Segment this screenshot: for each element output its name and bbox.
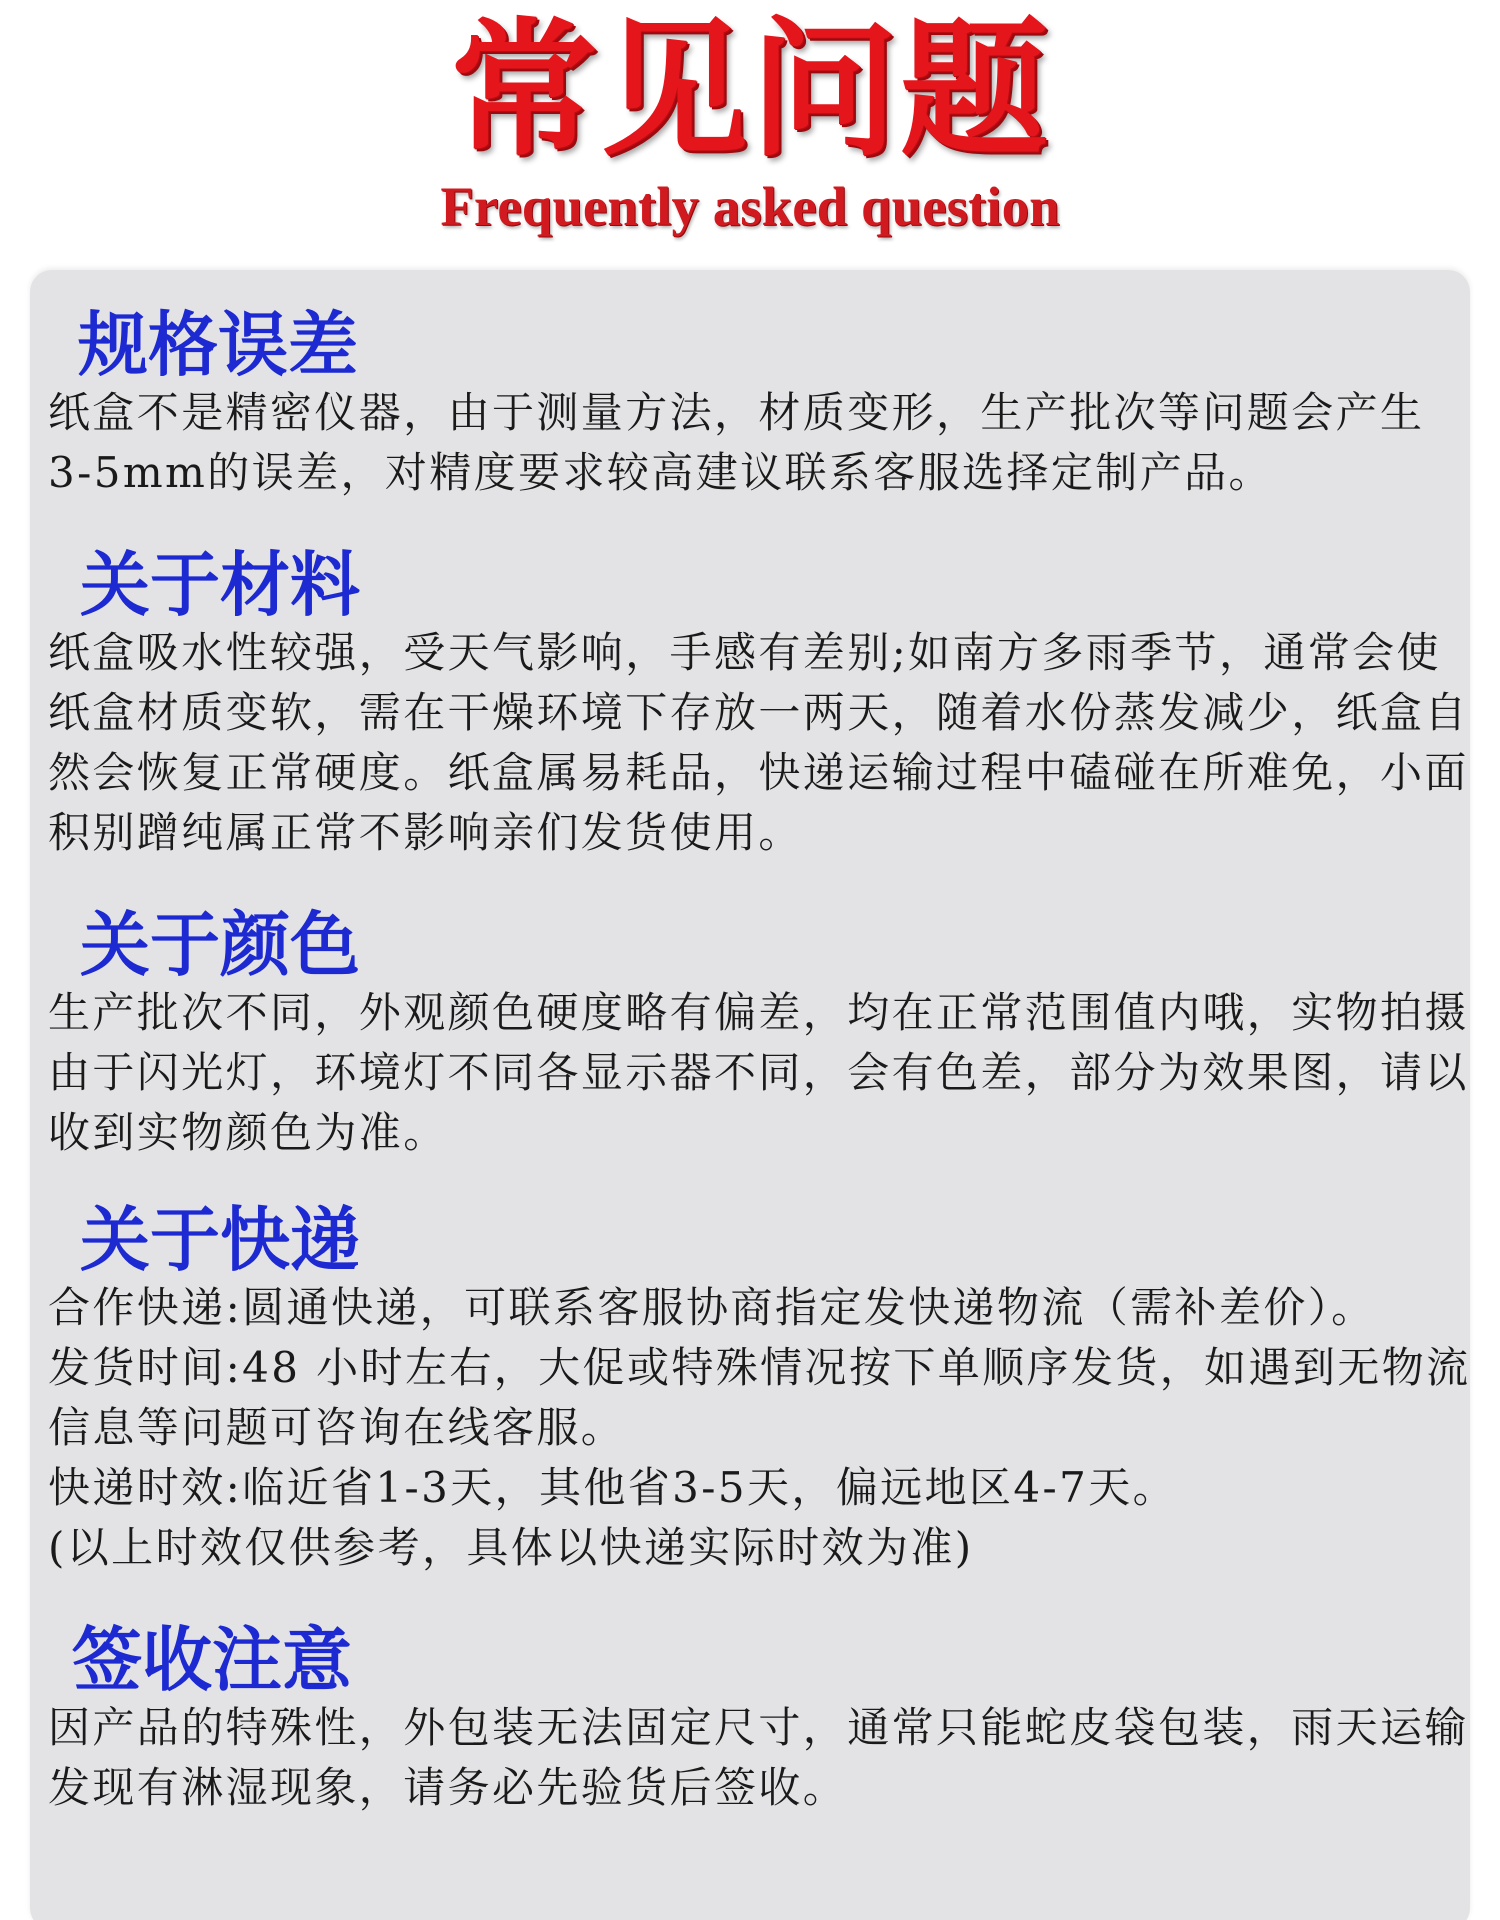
page-subtitle: Frequently asked question: [440, 176, 1060, 237]
section-line: 由于闪光灯，环境灯不同各显示器不同，会有色差，部分为效果图，请以: [48, 1048, 1469, 1097]
section-line: 纸盒材质变软，需在干燥环境下存放一两天，随着水份蒸发减少，纸盒自: [48, 688, 1469, 737]
section-line: 纸盒吸水性较强，受天气影响，手感有差别;如南方多雨季节，通常会使: [48, 628, 1441, 677]
section-line: 纸盒不是精密仪器，由于测量方法，材质变形，生产批次等问题会产生: [48, 388, 1425, 437]
section-line: 合作快递:圆通快递，可联系客服协商指定发快递物流（需补差价）。: [48, 1283, 1376, 1332]
section-title: 签收注意: [72, 1619, 352, 1701]
section-body: [48, 383, 1488, 503]
section-line: 然会恢复正常硬度。纸盒属易耗品，快递运输过程中磕碰在所难免，小面: [48, 748, 1469, 797]
section-line: (以上时效仅供参考，具体以快递实际时效为准): [48, 1523, 974, 1572]
section-line: 快递时效:临近省1-3天，其他省3-5天，偏远地区4-7天。: [48, 1463, 1178, 1512]
section-body: [48, 983, 1488, 1163]
section-line: 收到实物颜色为准。: [48, 1108, 448, 1157]
section-line: 发现有淋湿现象，请务必先验货后签收。: [48, 1763, 848, 1812]
section-body: [48, 1278, 1488, 1578]
section-title: 规格误差: [78, 304, 358, 386]
section-line: 发货时间:48 小时左右，大促或特殊情况按下单顺序发货，如遇到无物流: [48, 1343, 1471, 1392]
section-title: 关于材料: [80, 544, 360, 626]
section-line: 积别蹭纯属正常不影响亲们发货使用。: [48, 808, 803, 857]
section-line: 生产批次不同，外观颜色硬度略有偏差，均在正常范围值内哦，实物拍摄: [48, 988, 1469, 1037]
section-line: 3-5mm的误差，对精度要求较高建议联系客服选择定制产品。: [48, 448, 1273, 497]
section-body: [48, 1698, 1488, 1818]
section-line: 因产品的特殊性，外包装无法固定尺寸，通常只能蛇皮袋包装，雨天运输: [48, 1703, 1469, 1752]
section-title: 关于快递: [80, 1199, 360, 1281]
section-body: [48, 623, 1488, 863]
section-title: 关于颜色: [80, 904, 360, 986]
faq-panel: [30, 270, 1470, 1920]
page-header: [0, 0, 1500, 255]
section-line: 信息等问题可咨询在线客服。: [48, 1403, 626, 1452]
page-title: 常见问题: [450, 2, 1050, 176]
